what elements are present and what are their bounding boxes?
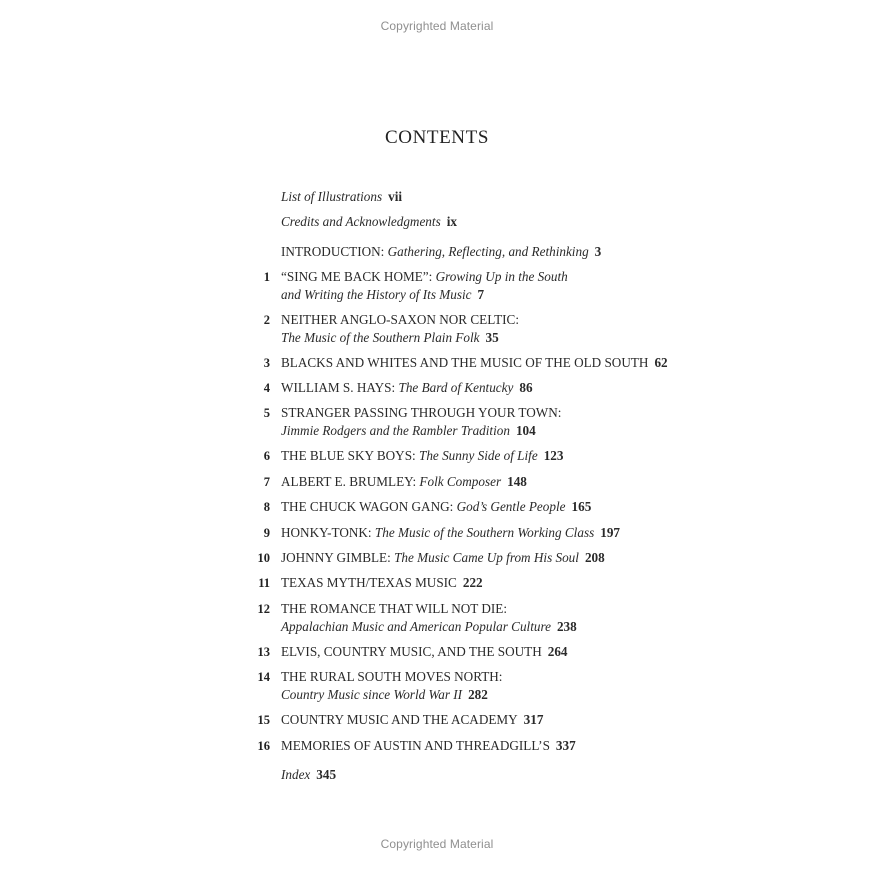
toc-entry-chapter-16[interactable]	[281, 737, 701, 755]
entry-title: THE CHUCK WAGON GANG:	[281, 499, 454, 514]
toc-entry-chapter-4[interactable]	[281, 379, 701, 397]
entry-title: INTRODUCTION:	[281, 244, 385, 259]
chapter-number: 2	[263, 313, 270, 327]
entry-page: 165	[571, 499, 592, 514]
toc-entry-chapter-15[interactable]	[281, 711, 701, 729]
entry-title: JOHNNY GIMBLE:	[281, 550, 391, 565]
entry-title: THE RURAL SOUTH MOVES NORTH:	[281, 669, 503, 684]
toc-entry-chapter-1[interactable]	[281, 268, 701, 304]
entry-title: BLACKS AND WHITES AND THE MUSIC OF THE OLD SOUTH	[281, 355, 649, 370]
toc-entry-chapter-8[interactable]	[281, 498, 701, 516]
entry-subtitle: Appalachian Music and American Popular Culture	[281, 619, 551, 634]
copyright-watermark-top: Copyrighted Material	[380, 19, 494, 33]
entry-title: THE ROMANCE THAT WILL NOT DIE:	[281, 601, 508, 616]
chapter-number: 12	[257, 602, 270, 616]
toc-entry-chapter-11[interactable]	[281, 574, 701, 592]
entry-title: “SING ME BACK HOME”:	[281, 269, 433, 284]
entry-page: 62	[654, 355, 668, 370]
entry-title: List of Illustrations	[281, 189, 383, 204]
copyright-watermark-bottom: Copyrighted Material	[380, 837, 494, 851]
entry-page: 7	[477, 287, 485, 302]
chapter-number: 6	[263, 449, 270, 463]
entry-title: TEXAS MYTH/TEXAS MUSIC	[281, 575, 457, 590]
toc-entry-chapter-2[interactable]	[281, 311, 701, 347]
entry-title: THE BLUE SKY BOYS:	[281, 448, 416, 463]
entry-subtitle: Gathering, Reflecting, and Rethinking	[387, 244, 589, 259]
toc-entry-chapter-5[interactable]	[281, 404, 701, 440]
toc-entry-chapter-10[interactable]	[281, 549, 701, 567]
entry-subtitle: The Music of the Southern Working Class	[374, 525, 595, 540]
entry-page: 337	[555, 738, 576, 753]
entry-subtitle: God’s Gentle People	[456, 499, 566, 514]
entry-page: 238	[556, 619, 577, 634]
toc-entry-credits[interactable]	[281, 213, 701, 231]
entry-page: 197	[600, 525, 620, 540]
entry-page: 104	[515, 423, 536, 438]
toc-entry-index[interactable]	[281, 766, 701, 784]
entry-title: MEMORIES OF AUSTIN AND THREADGILL’S	[281, 738, 550, 753]
toc-entry-chapter-14[interactable]	[281, 668, 701, 704]
chapter-number: 16	[257, 739, 270, 753]
entry-subtitle: The Music of the Southern Plain Folk	[281, 330, 480, 345]
entry-subtitle: The Music Came Up from His Soul	[394, 550, 579, 565]
entry-page: vii	[388, 189, 403, 204]
entry-title: NEITHER ANGLO-SAXON NOR CELTIC:	[281, 312, 519, 327]
entry-subtitle: Jimmie Rodgers and the Rambler Tradition	[281, 423, 510, 438]
entry-title: ALBERT E. BRUMLEY:	[281, 474, 417, 489]
chapter-number: 1	[263, 270, 270, 284]
chapter-number: 3	[263, 356, 270, 370]
entry-page: 345	[316, 767, 337, 782]
entry-title: Index	[281, 767, 311, 782]
entry-subtitle: The Sunny Side of Life	[419, 448, 538, 463]
entry-page: 317	[523, 712, 544, 727]
chapter-number: 13	[257, 645, 270, 659]
chapter-number: 7	[263, 475, 270, 489]
entry-page: 222	[462, 575, 483, 590]
entry-page: 208	[584, 550, 605, 565]
entry-page: 86	[519, 380, 533, 395]
entry-subtitle: The Bard of Kentucky	[398, 380, 514, 395]
entry-title: WILLIAM S. HAYS:	[281, 380, 396, 395]
chapter-number: 10	[257, 551, 270, 565]
toc-entry-chapter-6[interactable]	[281, 447, 701, 465]
entry-title: ELVIS, COUNTRY MUSIC, AND THE SOUTH	[281, 644, 542, 659]
chapter-number: 15	[257, 713, 270, 727]
entry-title: COUNTRY MUSIC AND THE ACADEMY	[281, 712, 518, 727]
entry-page: 35	[485, 330, 499, 345]
entry-title: STRANGER PASSING THROUGH YOUR TOWN:	[281, 405, 562, 420]
toc-entry-chapter-7[interactable]	[281, 473, 701, 491]
toc-entry-introduction[interactable]	[281, 243, 701, 261]
toc-entry-list-of-illustrations[interactable]	[281, 188, 701, 206]
chapter-number: 8	[263, 500, 270, 514]
toc-entry-chapter-12[interactable]	[281, 600, 701, 636]
entry-subtitle: Folk Composer	[419, 474, 502, 489]
entry-page: 148	[507, 474, 527, 489]
toc-entry-chapter-9[interactable]	[281, 524, 701, 542]
entry-page: 3	[594, 244, 602, 259]
entry-title: Credits and Acknowledgments	[281, 214, 441, 229]
chapter-number: 11	[258, 576, 270, 590]
chapter-number: 14	[257, 670, 270, 684]
entry-page: 264	[547, 644, 568, 659]
toc-entry-chapter-13[interactable]	[281, 643, 701, 661]
entry-page: 123	[543, 448, 564, 463]
chapter-number: 4	[263, 381, 270, 395]
entry-page: 282	[468, 687, 488, 702]
entry-subtitle: Country Music since World War II	[281, 687, 463, 702]
page-title: CONTENTS	[384, 127, 490, 148]
entry-subtitle: Growing Up in the South	[435, 269, 568, 284]
chapter-number: 9	[263, 526, 270, 540]
chapter-number: 5	[263, 406, 270, 420]
entry-page: ix	[446, 214, 457, 229]
toc-entry-chapter-3[interactable]	[281, 354, 701, 372]
entry-title: HONKY-TONK:	[281, 525, 372, 540]
entry-subtitle-cont: and Writing the History of Its Music	[281, 287, 472, 302]
